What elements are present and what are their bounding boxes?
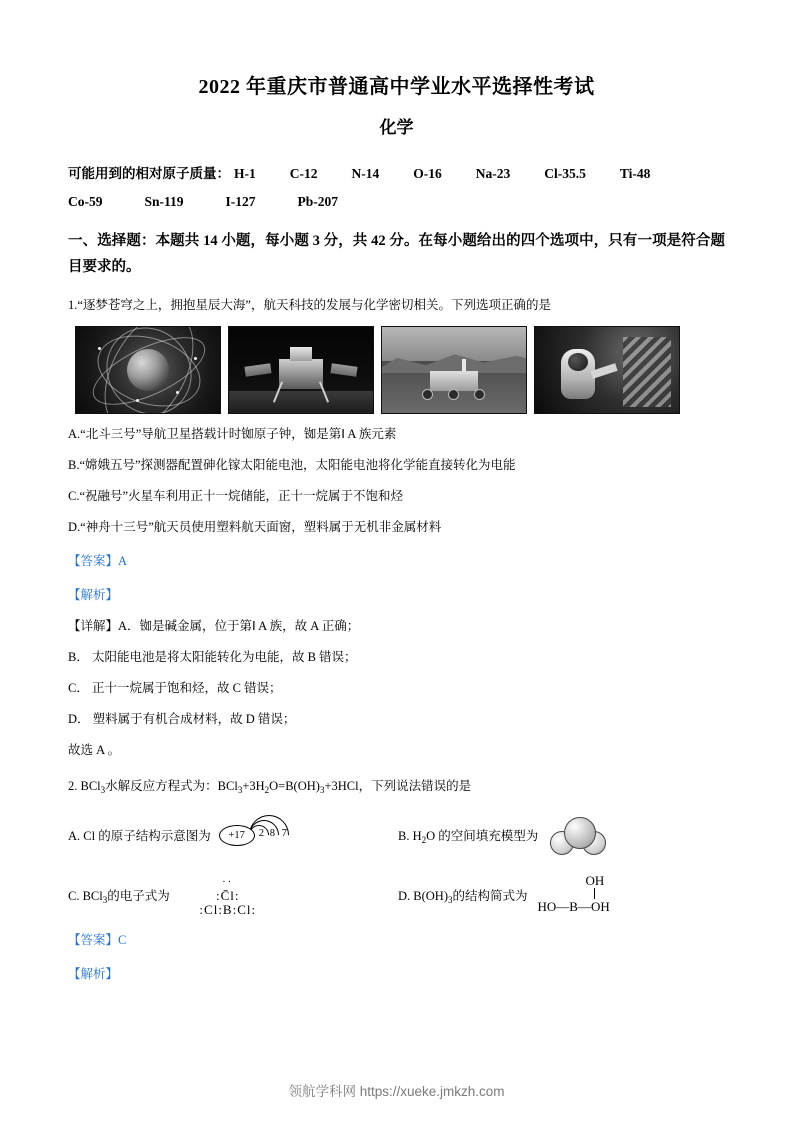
lander-top-module	[290, 347, 312, 361]
boh3-structural-formula	[538, 873, 658, 917]
question-2-option-c-label: C. BCl$_3$的电子式为	[68, 888, 170, 905]
subject-title: 化学	[379, 118, 414, 137]
lunar-surface	[229, 391, 373, 413]
mass-item: Ti-48	[619, 166, 651, 181]
lewis-top-dots: ··	[222, 875, 234, 888]
satellite-dot	[136, 399, 139, 402]
answer-value: A	[118, 554, 128, 568]
mass-item: Sn-119	[144, 194, 184, 209]
mass-item: O-16	[413, 166, 442, 181]
question-2-answer	[68, 929, 725, 951]
question-1-image-row	[75, 326, 725, 414]
answer-label: 【答案】	[68, 933, 119, 947]
question-2-option-d-label: D. $B(OH)_3$的结构简式为	[398, 888, 528, 905]
shell-electron-count: 2	[258, 828, 264, 839]
rover-wheel	[448, 389, 459, 400]
rover-body	[430, 371, 478, 391]
shell-electron-count: 7	[281, 828, 287, 839]
lander-body	[279, 359, 323, 389]
lunar-lander-photo	[228, 326, 374, 414]
question-1-option-d: D.“神舟十三号”航天员使用塑料航天面窗，塑料属于无机非金属材料	[68, 520, 442, 534]
question-1-detail-conclusion: 故选 A 。	[68, 743, 121, 757]
question-2-option-c	[68, 874, 398, 917]
bcl3-lewis-structure	[180, 874, 276, 917]
section-heading: 一、选择题：本题共 14 小题，每小题 3 分，共 42 分。在每小题给出的四个选项中，只有一项是符合题目要求的。	[68, 233, 725, 275]
mars-rover-photo	[381, 326, 527, 414]
satellite-dot	[176, 391, 179, 394]
question-2-analysis-label: 【解析】	[68, 967, 119, 981]
h2o-space-filling-model	[548, 815, 606, 855]
answer-label: 【答案】	[68, 554, 119, 568]
question-1-analysis-label: 【解析】	[68, 588, 119, 602]
question-1-option-a: A.“北斗三号”导航卫星搭载计时铷原子钟，铷是第Ⅰ A 族元素	[68, 427, 397, 441]
mass-item: Na-23	[475, 166, 511, 181]
nucleus-charge: +17	[219, 825, 255, 846]
bond-line	[594, 888, 595, 899]
mass-item: N-14	[351, 166, 380, 181]
question-2-option-d	[398, 873, 725, 917]
mass-item: C-12	[289, 166, 318, 181]
question-2-option-b	[398, 815, 725, 855]
satellite-dot	[194, 357, 197, 360]
space-station-structure	[623, 337, 671, 407]
atomic-masses-row-1	[68, 160, 725, 188]
question-1-detail-a: 【详解】A．铷是碱金属，位于第Ⅰ A 族，故 A 正确；	[68, 619, 360, 633]
watermark: 领航学科网 https://xueke.jmkzh.com	[288, 1084, 505, 1099]
earth-globe	[127, 349, 169, 391]
boh3-base-formula: HO—B—OH	[537, 899, 610, 914]
mass-item: I-127	[225, 194, 256, 209]
solar-panel	[244, 363, 271, 377]
question-1-option-c: C.“祝融号”火星车利用正十一烷储能，正十一烷属于不饱和烃	[68, 489, 404, 503]
question-1-stem: 1.“逐梦苍穹之上，拥抱星辰大海”，航天科技的发展与化学密切相关。下列选项正确的是	[68, 298, 551, 312]
astronaut-spacewalk-photo	[534, 326, 680, 414]
question-1-answer	[68, 550, 725, 572]
question-1-detail-c: C． 正十一烷属于饱和烃，故 C 错误；	[68, 681, 282, 695]
question-2-option-a-label: A. Cl 的原子结构示意图为	[68, 829, 211, 843]
hydroxyl-top: OH	[585, 873, 605, 888]
question-2-stem: 2. BCl$_3$水解反应方程式为：$BCl_3+3H_2O=B(OH)_3+3HCl$，下列说法错误的是	[68, 779, 472, 795]
shell-electron-count: 8	[269, 828, 275, 839]
mass-item: Cl-35.5	[544, 166, 586, 181]
rover-wheel	[422, 389, 433, 400]
cl-atom-structure-diagram	[219, 816, 327, 854]
page-title: 2022 年重庆市普通高中学业水平选择性考试	[198, 76, 595, 98]
mass-item: Co-59	[68, 194, 103, 209]
mass-item: H-1	[234, 166, 256, 181]
answer-value: C	[118, 933, 127, 947]
rover-wheel	[474, 389, 485, 400]
astronaut-helmet	[568, 353, 588, 371]
question-1-detail-b: B． 太阳能电池是将太阳能转化为电能，故 B 错误；	[68, 650, 357, 664]
question-1-option-b: B.“嫦娥五号”探测器配置砷化镓太阳能电池，太阳能电池将化学能直接转化为电能	[68, 458, 516, 472]
atomic-masses-label: 可能用到的相对原子质量：	[68, 166, 230, 181]
solar-panel	[330, 363, 357, 377]
question-2-option-b-label: B. $H_2O$ 的空间填充模型为	[398, 828, 539, 845]
satellite-dot	[98, 347, 101, 350]
question-1-detail-d: D． 塑料属于有机合成材料，故 D 错误；	[68, 712, 296, 726]
lewis-bottom-row: :Cl:B:Cl:	[199, 901, 257, 917]
lewis-top-atom: :C̄l:	[216, 887, 240, 903]
mass-item: Pb-207	[297, 194, 339, 209]
atomic-masses-row-2	[68, 188, 725, 216]
question-2-option-a	[68, 816, 398, 854]
earth-satellite-photo	[75, 326, 221, 414]
question-2-options-grid	[68, 815, 725, 917]
